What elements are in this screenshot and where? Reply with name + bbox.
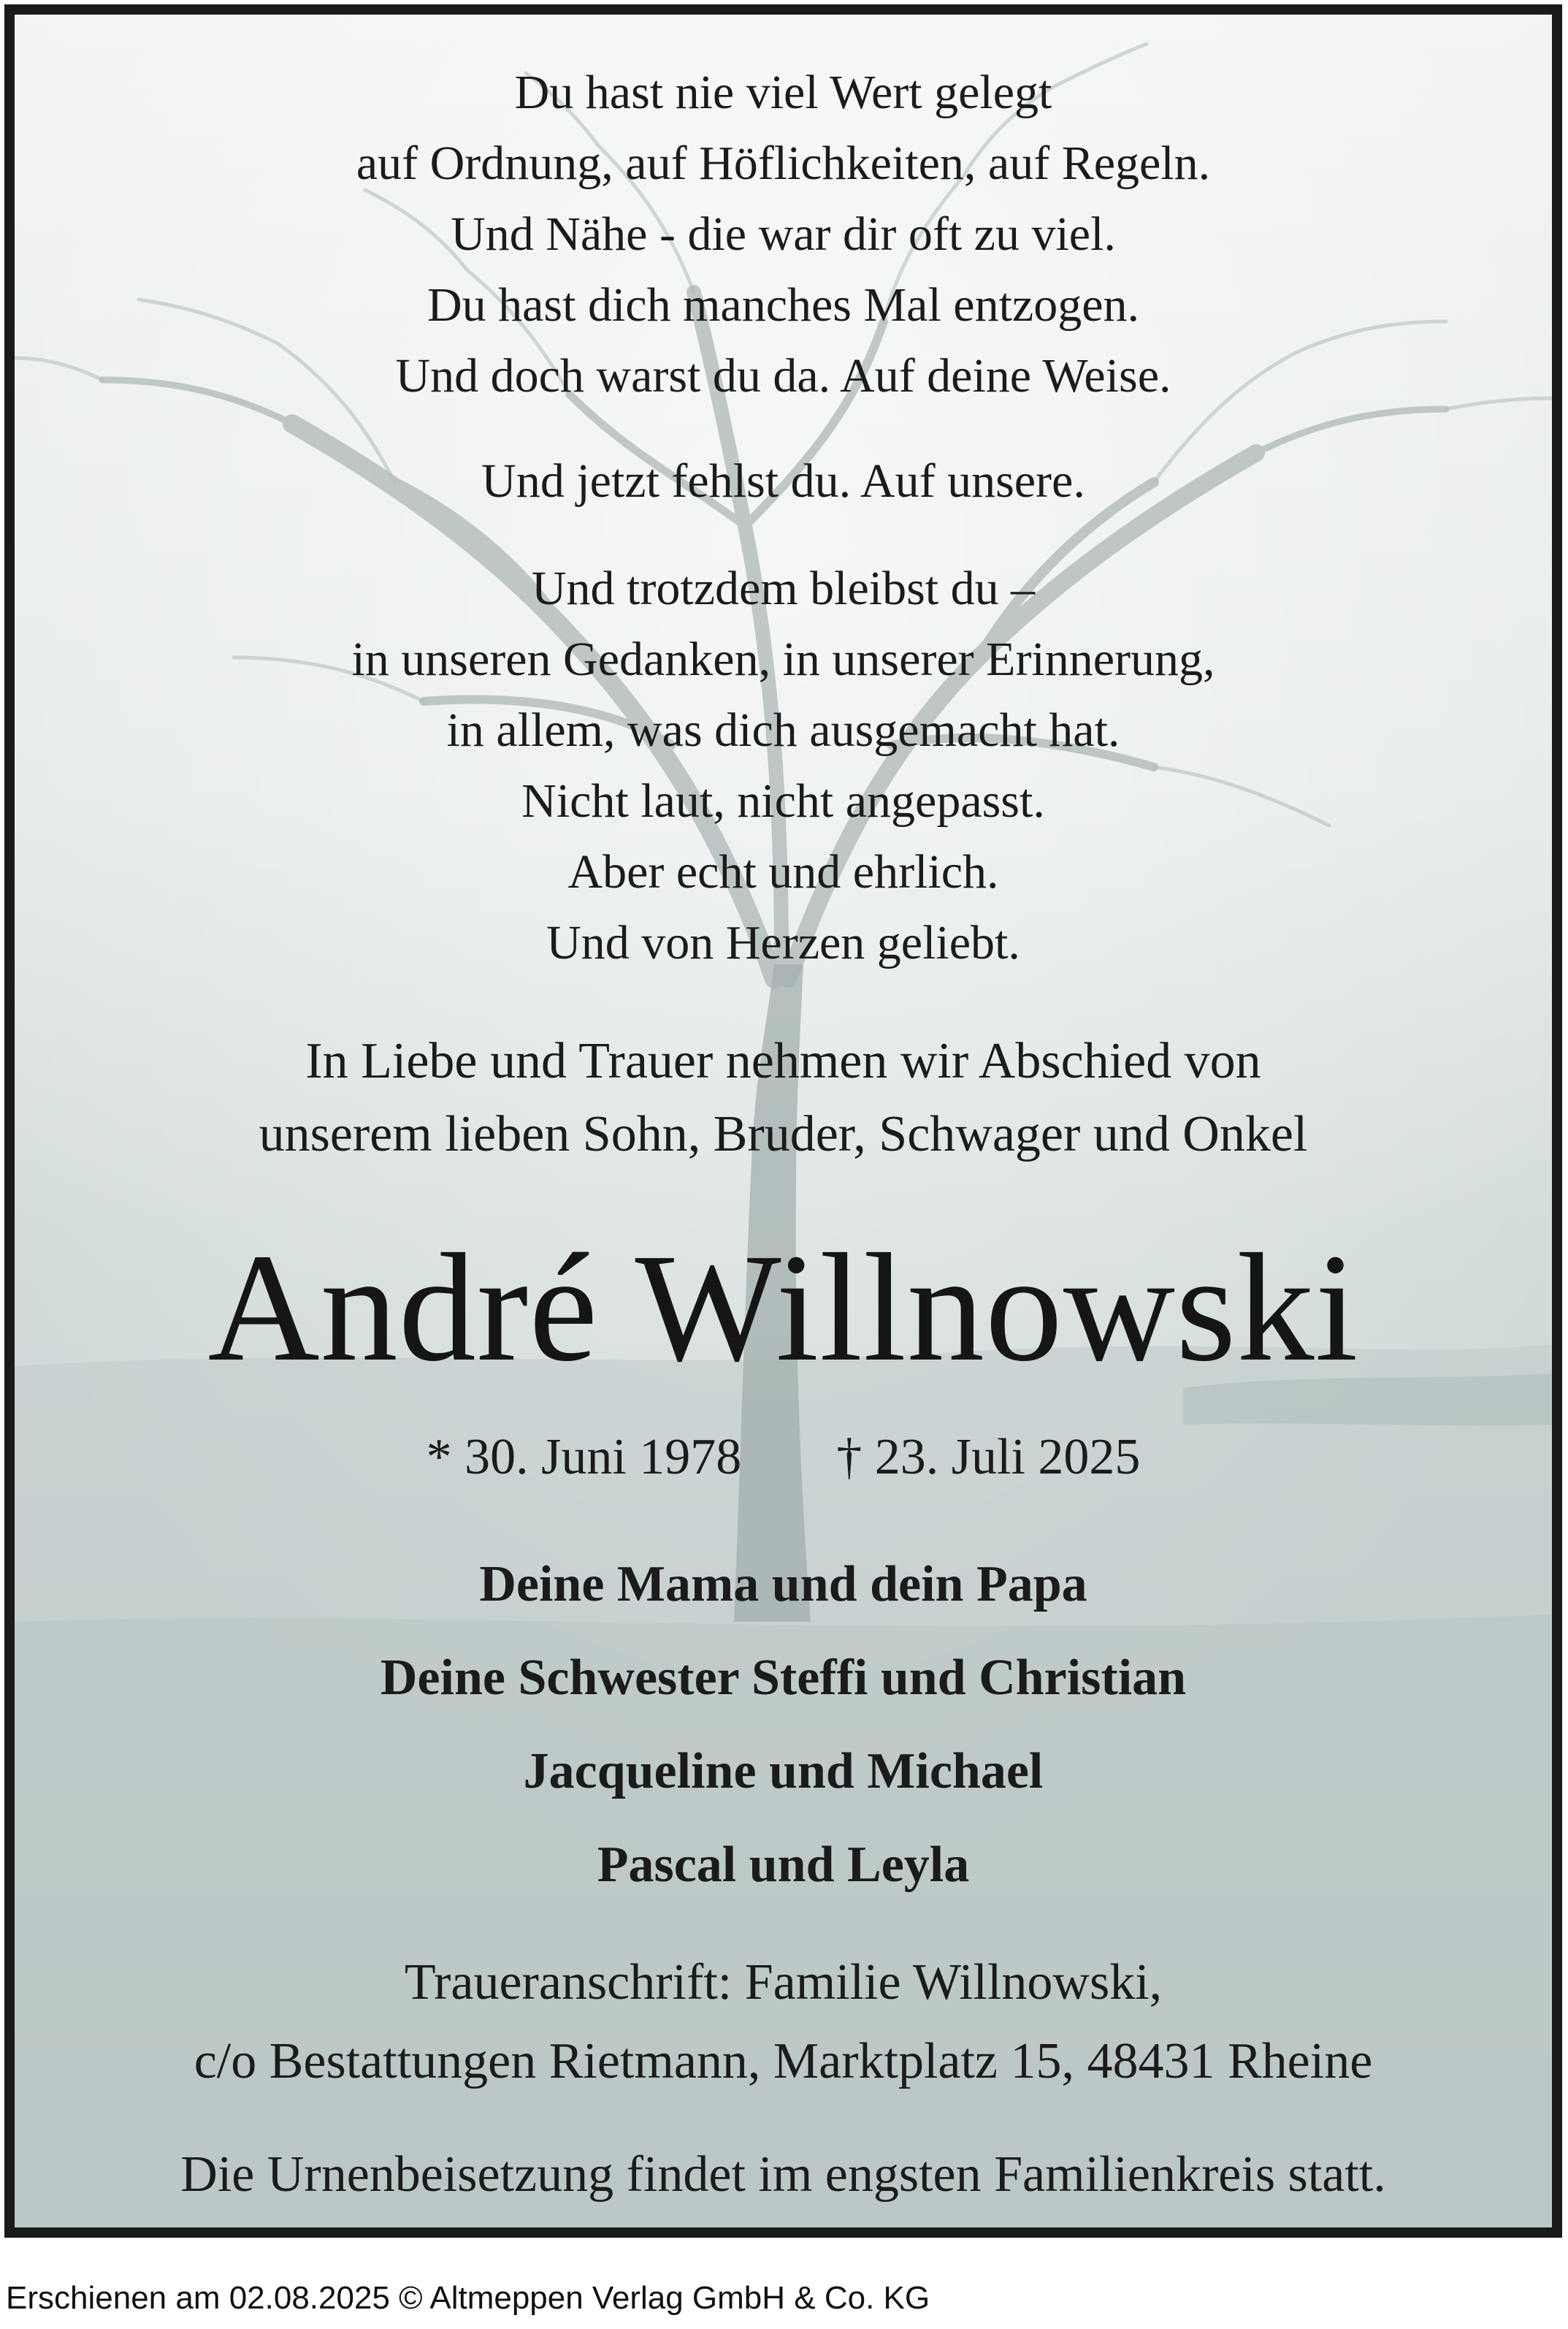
poem-line: Und jetzt fehlst du. Auf unsere.	[481, 454, 1085, 508]
burial-note: Die Urnenbeisetzung findet im engsten Familienkreis statt.	[180, 2146, 1386, 2203]
intro-line: In Liebe und Trauer nehmen wir Abschied von	[305, 1033, 1261, 1089]
poem-stanza-2	[15, 446, 1552, 517]
address-line: Traueranschrift: Familie Willnowski,	[404, 1954, 1163, 2010]
poem-line: Aber echt und ehrlich.	[567, 845, 999, 899]
poem-line: Du hast nie viel Wert gelegt	[514, 66, 1052, 119]
death-date: † 23. Juli 2025	[836, 1429, 1141, 1485]
intro-line: unserem lieben Sohn, Bruder, Schwager und Onkel	[259, 1106, 1308, 1162]
poem-line: auf Ordnung, auf Höflichkeiten, auf Regeln.	[356, 137, 1211, 190]
poem-line: Nicht laut, nicht angepasst.	[521, 774, 1045, 828]
poem-line: Und von Herzen geliebt.	[546, 916, 1020, 969]
mourner-line: Pascal und Leyla	[597, 1837, 970, 1893]
mourning-address	[15, 1943, 1552, 2101]
poem-line: Und Nähe - die war dir oft zu viel.	[451, 207, 1116, 261]
mourner-line: Deine Mama und dein Papa	[479, 1556, 1087, 1612]
life-dates	[15, 1421, 1552, 1494]
poem-line: in unseren Gedanken, in unserer Erinnerung,	[351, 633, 1215, 686]
poem-line: Du hast dich manches Mal entzogen.	[427, 278, 1140, 332]
poem-line: Und doch warst du da. Auf deine Weise.	[395, 349, 1171, 403]
address-line: c/o Bestattungen Rietmann, Marktplatz 15, 48431 Rheine	[194, 2033, 1373, 2089]
poem-stanza-1	[15, 57, 1552, 411]
mourners-list	[15, 1538, 1552, 1912]
poem-stanza-3	[15, 553, 1552, 978]
farewell-intro	[15, 1025, 1552, 1171]
birth-date: * 30. Juni 1978	[426, 1429, 742, 1485]
poem-line: Und trotzdem bleibst du –	[531, 562, 1036, 615]
publication-credit: Erschienen am 02.08.2025 © Altmeppen Verlag GmbH & Co. KG	[6, 2280, 930, 2316]
obituary-notice	[4, 4, 1562, 2238]
poem-line: in allem, was dich ausgemacht hat.	[446, 704, 1120, 757]
notice-content	[15, 15, 1552, 2227]
mourner-line: Jacqueline und Michael	[523, 1743, 1044, 1799]
mourner-line: Deine Schwester Steffi und Christian	[380, 1650, 1187, 1706]
deceased-name: André Willnowski	[207, 1221, 1359, 1393]
